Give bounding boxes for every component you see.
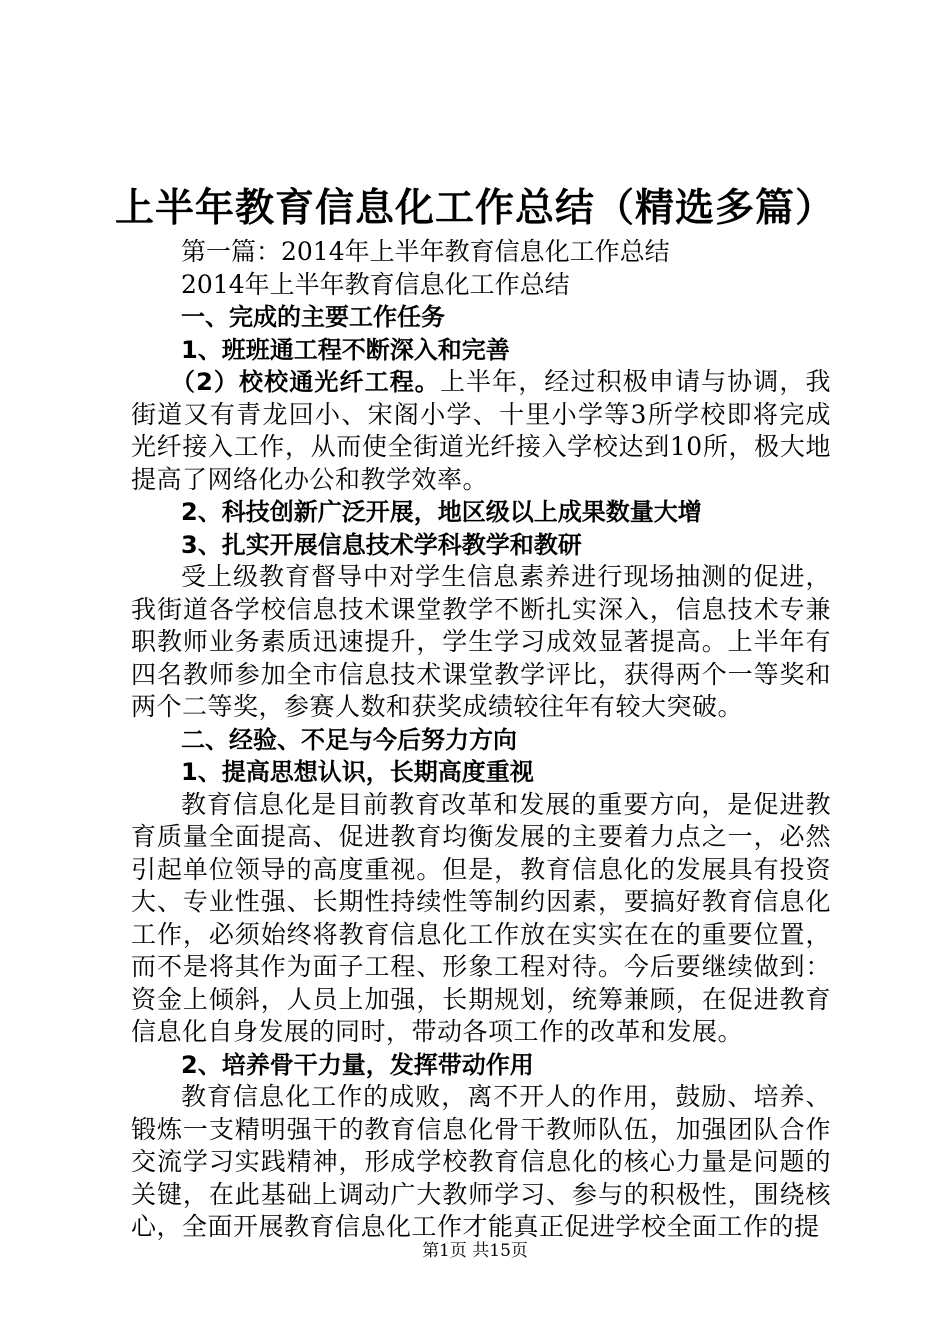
item-heading-2-1: 1、提高思想认识，长期高度重视 [181, 758, 534, 786]
paragraph-fiber-project [131, 366, 831, 496]
subtitle-article-name: 2014年上半年教育信息化工作总结 [181, 269, 570, 299]
document-title: 上半年教育信息化工作总结（精选多篇） [114, 186, 835, 231]
page-number-footer: 第1页 共15页 [422, 1241, 528, 1261]
item-heading-2-2: 2、培养骨干力量，发挥带动作用 [181, 1050, 534, 1079]
section-heading-1: 一、完成的主要工作任务 [181, 303, 445, 331]
item-heading-1-3: 3、扎实开展信息技术学科教学和教研 [181, 530, 582, 559]
document-body [131, 236, 831, 1244]
paragraph-it-teaching: 受上级教育督导中对学生信息素养进行现场抽测的促进，我街道各学校信息技术课堂教学不断扎实深入，信息技术专兼职教师业务素质迅速提升，学生学习成效显著提高。上半年有四名教师参加全市信息技术课堂教学评比，获得两个一等奖和两个二等奖，参赛人数和获奖成绩较往年有较大突破。 [131, 562, 831, 721]
paragraph-lead: （2）校校通光纤工程。 [171, 368, 440, 396]
paragraph-text: 上半年，经过积极申请与协调，我街道又有青龙回小、宋阁小学、十里小学等3所学校即将完成光纤接入工作，从而使全街道光纤接入学校达到10所，极大地提高了网络化办公和教学效率。 [131, 367, 831, 494]
section-heading-2: 二、经验、不足与今后努力方向 [181, 725, 517, 754]
paragraph-awareness: 教育信息化是目前教育改革和发展的重要方向，是促进教育质量全面提高、促进教育均衡发展的主要着力点之一，必然引起单位领导的高度重视。但是，教育信息化的发展具有投资大、专业性强、长期性持续性等制约因素，要搞好教育信息化工作，必须始终将教育信息化工作放在实实在在的重要位置，而不是将其作为面子工程、形象工程对待。今后要继续做到：资金上倾斜，人员上加强，长期规划，统筹兼顾，在促进教育信息化自身发展的同时，带动各项工作的改革和发展。 [131, 789, 831, 1046]
item-heading-1-2: 2、科技创新广泛开展，地区级以上成果数量大增 [181, 498, 702, 526]
paragraph-backbone: 教育信息化工作的成败，离不开人的作用，鼓励、培养、锻炼一支精明强干的教育信息化骨干教师队伍，加强团队合作交流学习实践精神，形成学校教育信息化的核心力量是问题的关键，在此基础上调动广大教师学习、参与的积极性，围绕核心，全面开展教育信息化工作才能真正促进学校全面工作的提 [131, 1082, 831, 1241]
item-heading-1-1: 1、班班通工程不断深入和完善 [181, 335, 510, 364]
subtitle-first-article: 第一篇：2014年上半年教育信息化工作总结 [181, 237, 670, 266]
